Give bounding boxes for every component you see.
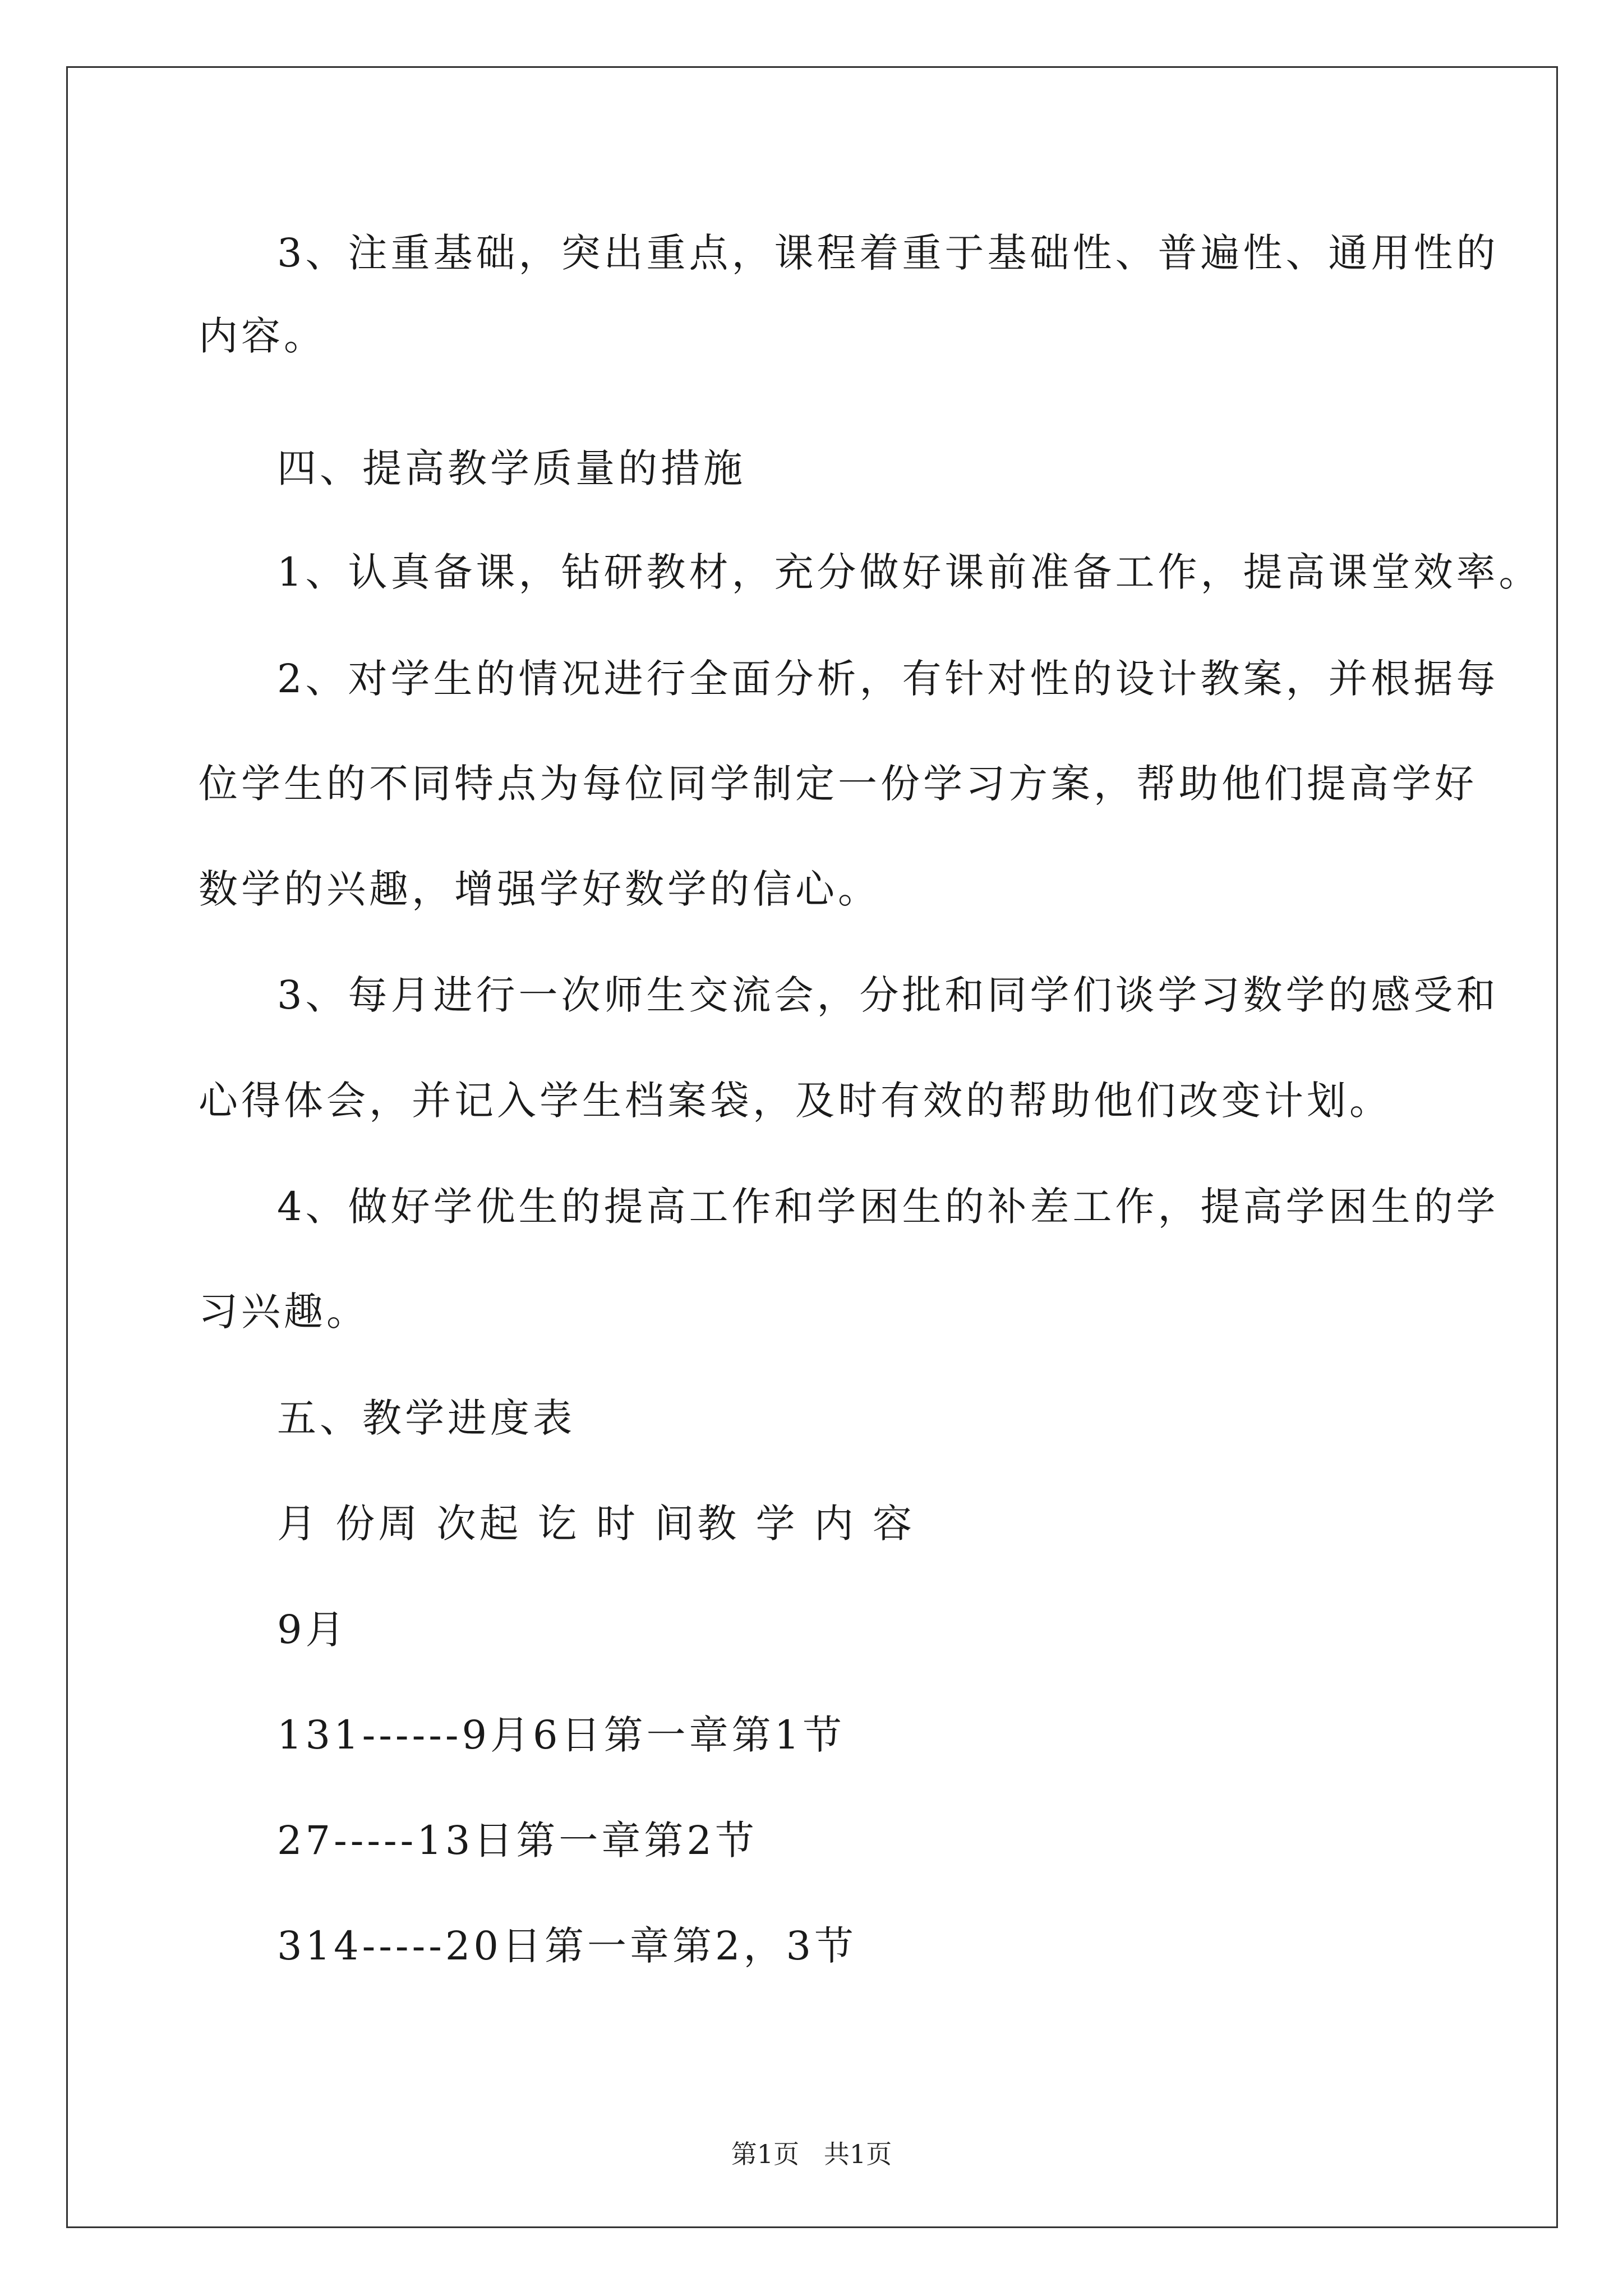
text-line: 3、注重基础，突出重点，课程着重于基础性、普遍性、通用性的 [277,230,1499,276]
text-line: 4、做好学优生的提高工作和学困生的补差工作，提高学困生的学 [277,1184,1499,1230]
page-border [66,66,1558,2228]
text-line: 314-----20日第一章第2，3节 [277,1923,857,1969]
page-number-footer: 第1页 共1页 [731,2139,892,2169]
text-line: 2、对学生的情况进行全面分析，有针对性的设计教案，并根据每 [277,656,1499,702]
section-heading: 五、教学进度表 [277,1395,575,1441]
text-line: 数学的兴趣，增强学好数学的信心。 [199,866,880,912]
text-line: 位学生的不同特点为每位同学制定一份学习方案，帮助他们提高学好 [199,761,1477,807]
section-heading: 四、提高教学质量的措施 [277,445,746,491]
text-line: 9月 [277,1607,348,1653]
text-line: 内容。 [199,313,326,359]
text-line: 131------9月6日第一章第1节 [277,1712,846,1758]
text-line: 3、每月进行一次师生交流会，分批和同学们谈学习数学的感受和 [277,972,1499,1018]
table-header-line: 月 份周 次起 讫 时 间教 学 内 容 [277,1501,916,1547]
text-line: 27-----13日第一章第2节 [277,1818,758,1864]
text-line: 1、认真备课，钻研教材，充分做好课前准备工作，提高课堂效率。 [277,549,1542,595]
text-line: 习兴趣。 [199,1289,369,1335]
text-line: 心得体会，并记入学生档案袋，及时有效的帮助他们改变计划。 [199,1078,1392,1124]
